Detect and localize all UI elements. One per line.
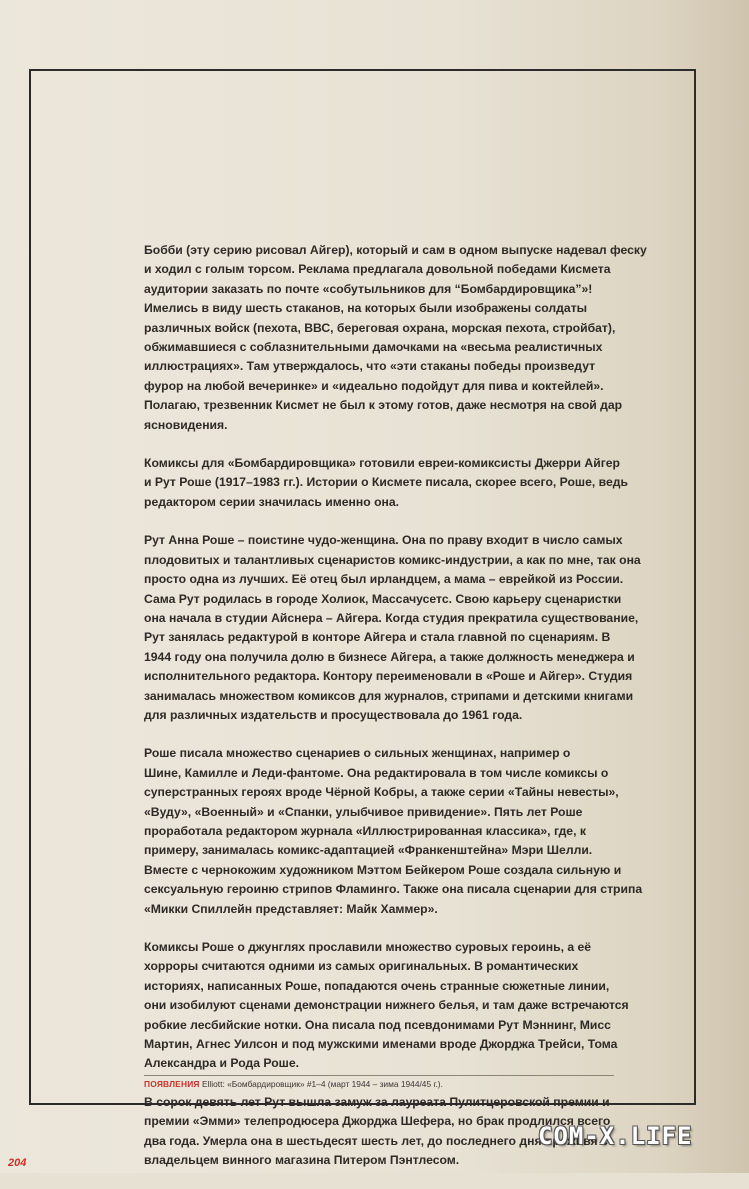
page-number: 204: [8, 1157, 27, 1169]
text-line: историях, написанных Роше, попадаются очень странные сюжетные линии,: [144, 978, 610, 993]
text-line: Роше писала множество сценариев о сильных женщинах, например о: [144, 746, 571, 761]
text-line: плодовитых и талантливых сценаристов комикс-индустрии, а как по мне, так она: [144, 552, 641, 567]
text-line: Рут Анна Роше – поистине чудо-женщина. Она по праву входит в число самых: [144, 533, 623, 548]
watermark-logo: COM-X.LIFE: [538, 1122, 693, 1150]
text-line: просто одна из лучших. Её отец был ирландцем, а мама – еврейкой из России.: [144, 572, 624, 587]
text-line: суперстранных героях вроде Чёрной Кобры, а также серии «Тайны невесты»,: [144, 785, 619, 800]
text-line: она начала в студии Айснера – Айгера. Когда студия прекратила существование,: [144, 610, 639, 625]
text-line: Комиксы Роше о джунглях прославили множество суровых героинь, а её: [144, 940, 592, 954]
appearances-label: ПОЯВЛЕНИЯ: [144, 1079, 200, 1089]
text-line: Александра и Рода Роше.: [144, 1056, 299, 1071]
text-line: Рут занялась редактурой в конторе Айгера и стала главной по сценариям. В: [144, 630, 611, 645]
text-line: примеру, занималась комикс-адаптацией «Франкенштейна» Мэри Шелли.: [144, 843, 593, 858]
text-line: Сама Рут родилась в городе Холиок, Массачусетс. Свою карьеру сценаристки: [144, 591, 622, 606]
text-line: редактором серии значилась именно она.: [144, 494, 400, 509]
text-line: и Рут Роше (1917–1983 гг.). Истории о Кисмете писала, скорее всего, Роше, ведь: [144, 475, 628, 490]
text-line: иллюстрациях». Там утверждалось, что «эти стаканы победы произведут: [144, 359, 596, 374]
text-line: владельцем винного магазина Питером Пэнтлесом.: [144, 1153, 460, 1168]
text-line: хорроры считаются одними из самых оригинальных. В романтических: [144, 959, 579, 974]
text-line: Вместе с чернокожим художником Мэттом Бейкером Роше создала сильную и: [144, 862, 622, 877]
text-line: два года. Умерла она в шестьдесят шесть лет, до последнего дня проживя с: [144, 1133, 608, 1148]
text-line: аудитории заказать по почте «собутыльников для “Бомбардировщика”»!: [144, 281, 593, 296]
text-line: «Вуду», «Военный» и «Спанки, улыбчивое привидение». Пять лет Роше: [144, 804, 583, 819]
text-line: обжимавшиеся с соблазнительными дамочками на «весьма реалистичных: [144, 340, 603, 355]
text-line: они изобилуют сценами демонстрации нижнего белья, и там даже встречаются: [144, 998, 629, 1013]
text-line: Имелись в виду шесть стаканов, на которых были изображены солдаты: [144, 301, 588, 316]
text-line: занималась множеством комиксов для журналов, стрипами и детскими книгами: [144, 688, 634, 703]
text-line: робкие лесбийские нотки. Она писала под псевдонимами Рут Мэннинг, Мисс: [144, 1017, 611, 1032]
text-line: исполнительного редактора. Контору переименовали в «Роше и Айгер». Студия: [144, 669, 633, 684]
text-line: премии «Эмми» телепродюсера Джорджа Шефера, но брак продлился всего: [144, 1114, 611, 1129]
text-line: и ходил с голым торсом. Реклама предлагала довольной победами Кисмета: [144, 262, 611, 277]
text-line: Комиксы для «Бомбардировщика» готовили евреи-комиксисты Джерри Айгер: [144, 456, 621, 471]
text-line: сексуальную героиню стрипов Фламинго. Также она писала сценарии для стрипа: [144, 882, 643, 897]
paragraph: [144, 531, 641, 725]
text-line: Мартин, Агнес Уилсон и под мужскими именами вроде Джорджа Трейси, Тома: [144, 1037, 618, 1052]
text-line: для различных издательств и просуществовала до 1961 года.: [144, 707, 523, 722]
paragraph: [144, 241, 647, 435]
paragraph: [144, 938, 629, 1074]
text-line: «Микки Спиллейн представляет: Майк Хаммер».: [144, 901, 438, 916]
appearances-note: [144, 1075, 614, 1090]
text-line: Шине, Камилле и Леди-фантоме. Она редактировала в том числе комиксы о: [144, 765, 609, 780]
paragraph: [144, 454, 628, 512]
text-line: 1944 году она получила долю в бизнесе Айгера, а также должность менеджера и: [144, 649, 635, 664]
text-line: ясновидения.: [144, 417, 228, 432]
text-line: фурор на любой вечеринке» и «идеально подойдут для пива и коктейлей».: [144, 378, 604, 393]
paragraph: [144, 744, 643, 919]
appearances-text: Elliott: «Бомбардировщик» #1–4 (март 1944 – зима 1944/45 г.).: [199, 1079, 443, 1089]
text-line: различных войск (пехота, ВВС, береговая охрана, морская пехота, стройбат),: [144, 320, 616, 335]
text-line: проработала редактором журнала «Иллюстрированная классика», где, к: [144, 823, 586, 838]
text-line: Бобби (эту серию рисовал Айгер), который и сам в одном выпуске надевал феску: [144, 243, 647, 257]
text-line: Полагаю, трезвенник Кисмет не был к этому готов, даже несмотря на свой дар: [144, 398, 623, 413]
text-line: В сорок девять лет Рут вышла замуж за лауреата Пулитцеровской премии и: [144, 1094, 610, 1109]
